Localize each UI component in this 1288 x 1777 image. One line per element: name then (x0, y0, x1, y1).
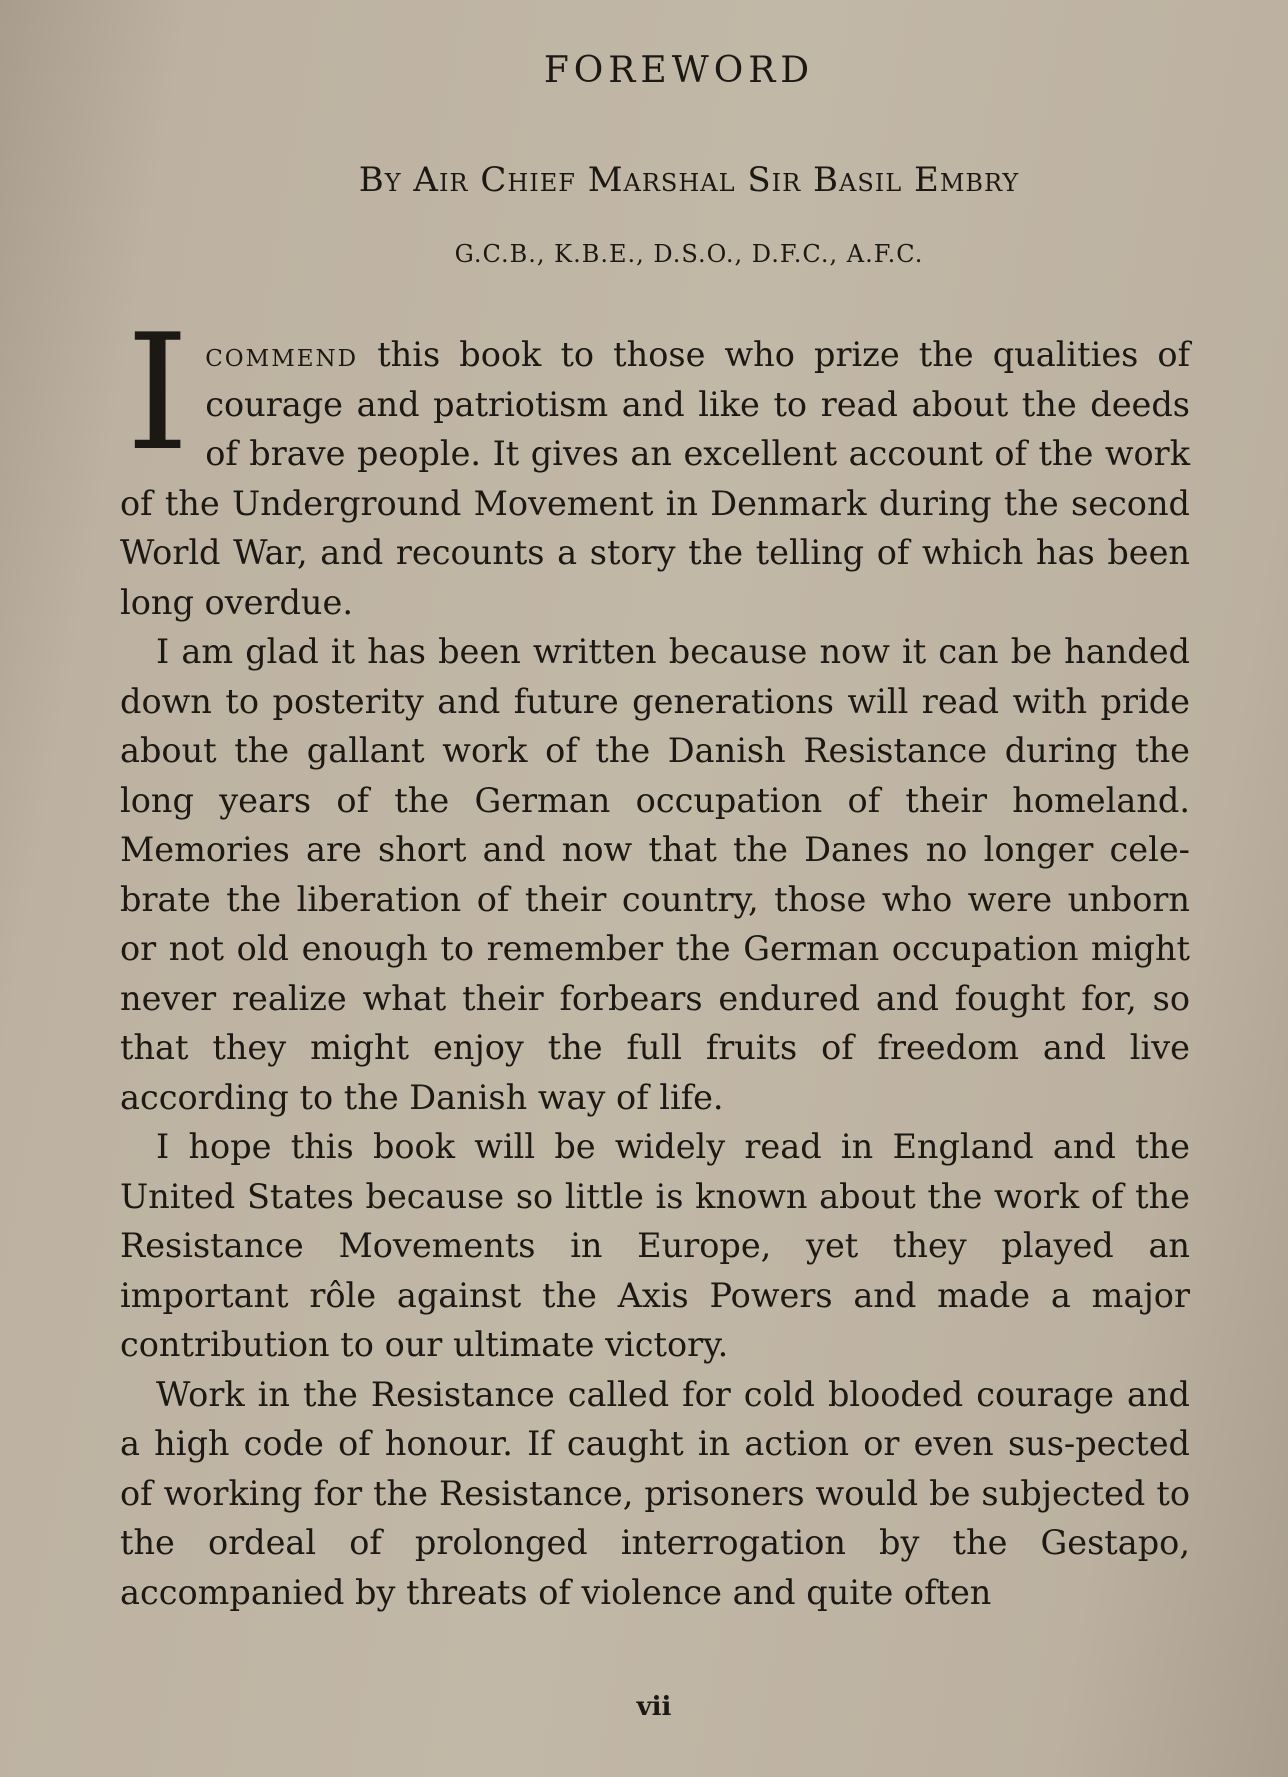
paragraph-4: Work in the Resistance called for cold blooded courage and a high code of honour. If caught in action or even sus-pected of working for the Resistance, prisoners would be subjected to the ordeal of prolonged interrogation by the Gestapo, accompanied by threats of violence and quite often (120, 1374, 1190, 1612)
paragraph-1 (120, 299, 1190, 627)
author-honours: G.C.B., K.B.E., D.S.O., D.F.C., A.F.C. (454, 240, 924, 268)
page-number: vii (636, 1692, 672, 1722)
foreword-body (120, 299, 1190, 1617)
page-title: FOREWORD (543, 50, 815, 91)
paragraph-2: I am glad it has been written because now it can be handed down to posterity and future generations will read with pride about the gallant work of the Danish Resistance during the long years of the German occupation of their homeland. Memories are short and now that the Danes no longer cele-brate the liberation of their country, those who were unborn or not old enough to remember the German occupation might never realize what their forbears endured and fought for, so that they might enjoy the full fruits of freedom and live according to the Danish way of life. (120, 632, 1190, 1117)
author-line: By Air Chief Marshal Sir Basil Embry (358, 160, 1020, 200)
drop-cap: I (126, 299, 190, 486)
opening-word: commend (205, 335, 359, 374)
paragraph-1-text: this book to those who prize the qualities of courage and patriotism and like to read about the deeds of brave people. It gives an excellent account of the work of the Underground Movement in Denmark during the second World War, and recounts a story the telling of which has been long overdue. (120, 335, 1190, 622)
paragraph-3: I hope this book will be widely read in England and the United States because so little is known about the work of the Resistance Movements in Europe, yet they played an important rôle against the Axis Powers and made a major contribution to our ultimate victory. (120, 1127, 1190, 1364)
